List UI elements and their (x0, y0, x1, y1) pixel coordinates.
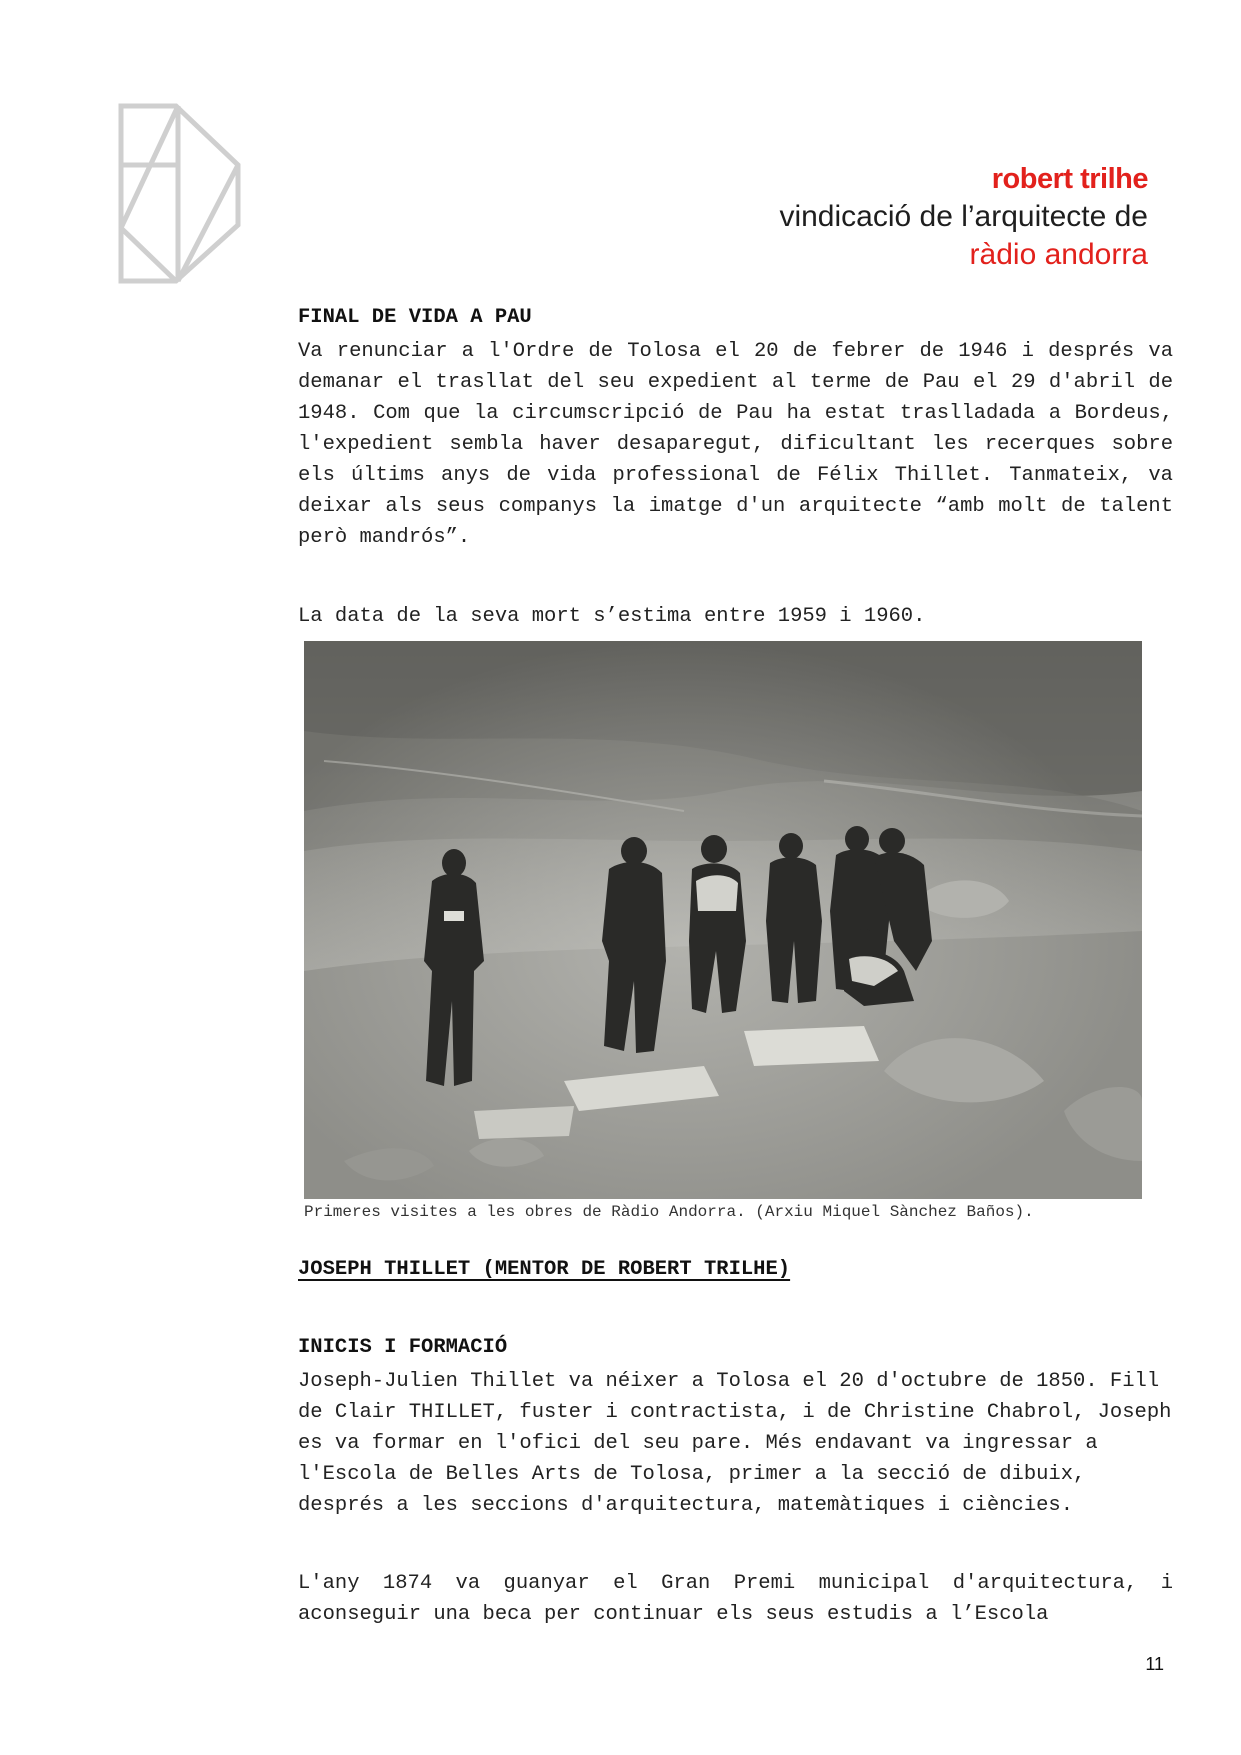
header-subtitle: vindicació de l’arquitecte de (779, 200, 1148, 233)
header-subtitle-accent: ràdio andorra (969, 238, 1148, 271)
historic-photograph (304, 641, 1142, 1199)
paragraph-data-mort: La data de la seva mort s’estima entre 1959 i 1960. (298, 605, 926, 628)
header-title: robert trilhe (991, 163, 1148, 195)
paragraph-gran-premi: L'any 1874 va guanyar el Gran Premi municipal d'arquitectura, i aconseguir una beca per continuar els seus estudis a l’Escola (298, 1572, 1173, 1626)
logo-icon (118, 103, 242, 285)
page-number: 11 (1145, 1654, 1164, 1674)
section-heading-final-de-vida: FINAL DE VIDA A PAU (298, 306, 532, 329)
section-heading-inicis-formacio: INICIS I FORMACIÓ (298, 1336, 508, 1359)
paragraph-inicis-formacio: Joseph-Julien Thillet va néixer a Tolosa el 20 d'octubre de 1850. Fill de Clair THILLET, fuster i contractista, i de Christine Chabrol, Joseph es va formar en l'ofici del seu pare. Més endavant va ingressar a l'Escola de Belles Arts de Tolosa, primer a la secció de dibuix, després a les seccions d'arquitectura, matemàtiques i ciències. (298, 1370, 1172, 1517)
photo-illustration (304, 641, 1142, 1199)
section-heading-joseph-thillet: JOSEPH THILLET (MENTOR DE ROBERT TRILHE) (298, 1258, 791, 1281)
photo-caption: Primeres visites a les obres de Ràdio Andorra. (Arxiu Miquel Sànchez Baños). (304, 1203, 1034, 1221)
paragraph-final-de-vida: Va renunciar a l'Ordre de Tolosa el 20 de febrer de 1946 i després va demanar el trasllat del seu expedient al terme de Pau el 29 d'abril de 1948. Com que la circumscripció de Pau ha estat traslladada a Bordeus, l'expedient sembla haver desaparegut, dificultant les recerques sobre els últims anys de vida professional de Félix Thillet. Tanmateix, va deixar als seus companys la imatge d'un arquitecte “amb molt de talent però mandrós”. (298, 340, 1173, 549)
document-header (779, 160, 1148, 274)
